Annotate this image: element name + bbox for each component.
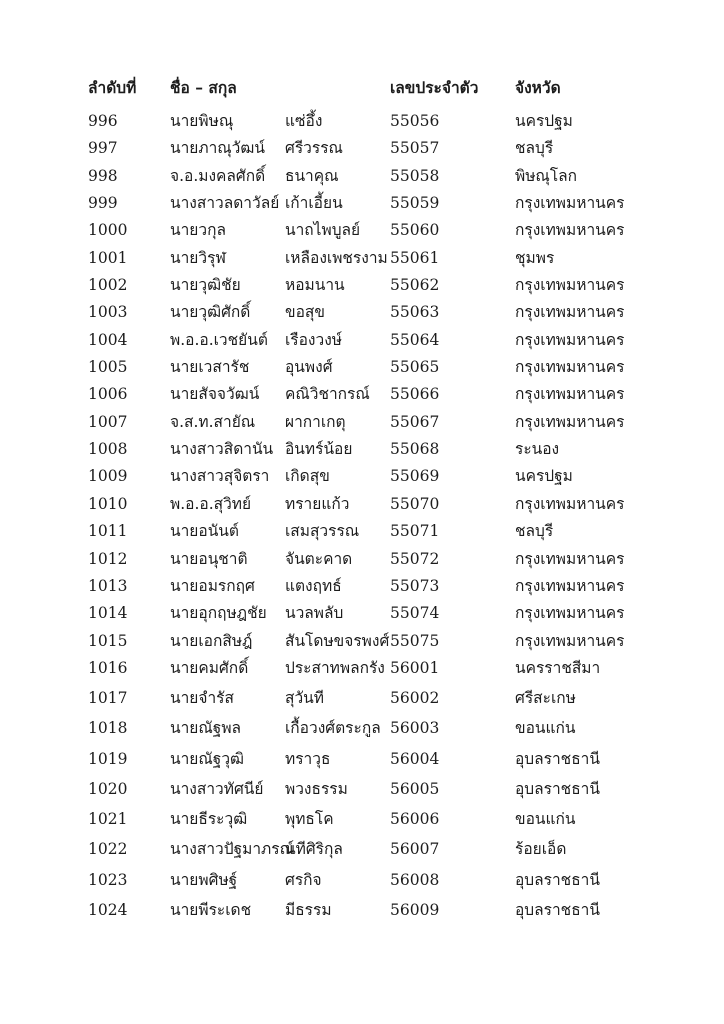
cell-first-name: นางสาวสุจิตรา <box>170 467 270 486</box>
cell-province: กรุงเทพมหานคร <box>515 385 625 404</box>
table-row <box>88 749 704 779</box>
cell-last-name: ศรีวรรณ <box>285 139 343 158</box>
cell-order: 1017 <box>88 689 128 708</box>
cell-order: 1010 <box>88 494 128 513</box>
cell-last-name: แตงฤทธ์ <box>285 576 342 595</box>
cell-id: 55062 <box>390 276 440 295</box>
cell-id: 56002 <box>390 689 440 708</box>
table-row <box>88 494 704 521</box>
cell-last-name: นาถไพบูลย์ <box>285 221 361 240</box>
cell-province: กรุงเทพมหานคร <box>515 494 625 513</box>
cell-id: 56006 <box>390 810 440 829</box>
cell-province: พิษณุโลก <box>515 166 578 185</box>
cell-last-name: ศรกิจ <box>285 870 322 889</box>
cell-first-name: นายภาณุวัฒน์ <box>170 139 265 158</box>
cell-province: ชลบุรี <box>515 139 554 158</box>
cell-province: กรุงเทพมหานคร <box>515 576 625 595</box>
cell-last-name: ทราวุธ <box>285 749 331 768</box>
cell-last-name: สันโดษขจรพงศ์ <box>285 631 390 650</box>
cell-first-name: นายณัฐพล <box>170 719 242 738</box>
cell-id: 55057 <box>390 139 440 158</box>
cell-order: 999 <box>88 194 118 213</box>
table-row <box>88 111 704 138</box>
cell-province: ขอนแก่น <box>515 810 576 829</box>
cell-province: นครปฐม <box>515 112 573 130</box>
cell-first-name: นายเอกสิษฎ์ <box>170 631 253 650</box>
column-header-name: ชื่อ – สกุล <box>170 78 237 97</box>
cell-order: 997 <box>88 139 118 158</box>
cell-id: 55071 <box>390 522 440 541</box>
cell-last-name: อุนพงศ์ <box>285 358 333 377</box>
cell-order: 1002 <box>88 276 128 295</box>
cell-first-name: นางสาวลดาวัลย์ <box>170 194 280 213</box>
cell-id: 55064 <box>390 330 440 349</box>
table-row <box>88 138 704 165</box>
cell-order: 998 <box>88 166 118 185</box>
cell-province: กรุงเทพมหานคร <box>515 221 625 240</box>
cell-id: 55067 <box>390 412 440 431</box>
cell-last-name: นวลพลับ <box>285 604 344 623</box>
cell-first-name: พ.อ.อ.สุวิทย์ <box>170 494 252 513</box>
table-row <box>88 193 704 220</box>
cell-id: 55070 <box>390 494 440 513</box>
cell-first-name: นายวุฒิชัย <box>170 276 241 295</box>
table-row <box>88 330 704 357</box>
cell-order: 1018 <box>88 719 128 738</box>
cell-order: 1024 <box>88 900 128 919</box>
cell-order: 1016 <box>88 658 128 677</box>
cell-last-name: ผากาเกตุ <box>285 412 346 431</box>
table-row <box>88 688 704 718</box>
cell-province: ศรีสะเกษ <box>515 689 576 708</box>
cell-order: 1001 <box>88 248 128 267</box>
cell-province: กรุงเทพมหานคร <box>515 194 625 213</box>
cell-last-name: นทีศิริกุล <box>285 840 343 859</box>
table-row <box>88 718 704 748</box>
cell-id: 55074 <box>390 604 440 623</box>
cell-first-name: นายพีระเดช <box>170 900 252 919</box>
table-row <box>88 357 704 384</box>
cell-last-name: ประสาทพลกรัง <box>285 658 385 677</box>
cell-order: 996 <box>88 112 118 130</box>
cell-order: 1015 <box>88 631 128 650</box>
cell-id: 55069 <box>390 467 440 486</box>
table-row <box>88 631 704 658</box>
cell-first-name: นายเวสารัช <box>170 358 250 377</box>
cell-province: ชุมพร <box>515 248 555 267</box>
cell-order: 1008 <box>88 440 128 459</box>
cell-first-name: นายพิษณุ <box>170 112 234 130</box>
cell-id: 55065 <box>390 358 440 377</box>
table-row <box>88 521 704 548</box>
cell-province: กรุงเทพมหานคร <box>515 549 625 568</box>
cell-order: 1013 <box>88 576 128 595</box>
cell-order: 1009 <box>88 467 128 486</box>
cell-last-name: ขอสุข <box>285 303 325 322</box>
table-row <box>88 220 704 247</box>
table-row <box>88 466 704 493</box>
cell-last-name: แซ่อึ้ง <box>285 112 323 130</box>
cell-order: 1023 <box>88 870 128 889</box>
cell-last-name: เกื้อวงศ์ตระกูล <box>285 719 381 738</box>
cell-last-name: เกิดสุข <box>285 467 330 486</box>
cell-id: 55075 <box>390 631 440 650</box>
cell-last-name: เสมสุวรรณ <box>285 522 360 541</box>
column-header-province: จังหวัด <box>515 78 561 97</box>
cell-province: กรุงเทพมหานคร <box>515 276 625 295</box>
cell-province: กรุงเทพมหานคร <box>515 631 625 650</box>
cell-last-name: เหลืองเพชรงาม <box>285 248 388 267</box>
cell-order: 1005 <box>88 358 128 377</box>
cell-first-name: นายคมศักดิ์ <box>170 658 249 677</box>
cell-last-name: พวงธรรม <box>285 779 348 798</box>
cell-last-name: หอมนาน <box>285 276 345 295</box>
cell-province: ชลบุรี <box>515 522 554 541</box>
cell-id: 56005 <box>390 779 440 798</box>
cell-first-name: นายจำรัส <box>170 689 234 708</box>
cell-last-name: ทรายแก้ว <box>285 494 350 513</box>
cell-first-name: จ.อ.มงคลศักดิ์ <box>170 166 266 185</box>
table-row <box>88 384 704 411</box>
cell-province: อุบลราชธานี <box>515 779 600 798</box>
cell-order: 1004 <box>88 330 128 349</box>
cell-province: กรุงเทพมหานคร <box>515 330 625 349</box>
table-row <box>88 900 704 930</box>
table-row <box>88 603 704 630</box>
table-row <box>88 549 704 576</box>
cell-last-name: ธนาคุณ <box>285 166 339 185</box>
cell-last-name: เก้าเอี้ยน <box>285 194 343 213</box>
cell-id: 56003 <box>390 719 440 738</box>
cell-first-name: นายอุกฤษฎชัย <box>170 604 267 623</box>
table-row <box>88 275 704 302</box>
cell-id: 55072 <box>390 549 440 568</box>
cell-first-name: นายณัฐวุฒิ <box>170 749 245 768</box>
cell-first-name: นายพศิษฐ์ <box>170 870 238 889</box>
table-row <box>88 302 704 329</box>
cell-order: 1000 <box>88 221 128 240</box>
cell-last-name: จันตะคาด <box>285 549 353 568</box>
table-row <box>88 809 704 839</box>
cell-last-name: คณิวิชากรณ์ <box>285 385 370 404</box>
cell-province: กรุงเทพมหานคร <box>515 412 625 431</box>
cell-order: 1021 <box>88 810 128 829</box>
cell-province: อุบลราชธานี <box>515 870 600 889</box>
cell-first-name: นางสาวสิดานัน <box>170 440 274 459</box>
table-row <box>88 870 704 900</box>
cell-first-name: นายธีระวุฒิ <box>170 810 248 829</box>
cell-first-name: นายวุฒิศักดิ์ <box>170 303 251 322</box>
cell-first-name: พ.อ.อ.เวชยันต์ <box>170 330 268 349</box>
roster-table <box>88 78 704 930</box>
cell-province: กรุงเทพมหานคร <box>515 303 625 322</box>
table-header-row <box>88 78 704 111</box>
cell-province: นครราชสีมา <box>515 658 601 677</box>
cell-last-name: อินทร์น้อย <box>285 440 353 459</box>
cell-province: ระนอง <box>515 440 560 459</box>
cell-order: 1022 <box>88 840 128 859</box>
table-row <box>88 439 704 466</box>
cell-last-name: พุทธโค <box>285 810 334 829</box>
table-row <box>88 412 704 439</box>
cell-id: 56008 <box>390 870 440 889</box>
table-row <box>88 779 704 809</box>
cell-last-name: มีธรรม <box>285 900 332 919</box>
cell-id: 55061 <box>390 248 440 267</box>
cell-id: 55058 <box>390 166 440 185</box>
cell-order: 1003 <box>88 303 128 322</box>
table-rows <box>88 111 704 930</box>
cell-id: 56001 <box>390 658 440 677</box>
cell-province: ร้อยเอ็ด <box>515 840 567 859</box>
cell-first-name: นายสัจจวัฒน์ <box>170 385 260 404</box>
cell-order: 1007 <box>88 412 128 431</box>
cell-last-name: เรืองวงษ์ <box>285 330 342 349</box>
cell-last-name: สุวันที <box>285 689 324 708</box>
table-row <box>88 166 704 193</box>
cell-first-name: นายอนุชาติ <box>170 549 248 568</box>
cell-first-name: นายวกุล <box>170 221 226 240</box>
table-row <box>88 658 704 688</box>
cell-id: 55056 <box>390 112 440 130</box>
cell-first-name: นายอนันต์ <box>170 522 239 541</box>
cell-id: 55063 <box>390 303 440 322</box>
cell-first-name: จ.ส.ท.สายัณ <box>170 412 256 431</box>
cell-first-name: นางสาวทัศนีย์ <box>170 779 264 798</box>
cell-id: 56007 <box>390 840 440 859</box>
cell-province: นครปฐม <box>515 467 573 486</box>
cell-first-name: นายอมรกฤศ <box>170 576 255 595</box>
cell-province: กรุงเทพมหานคร <box>515 604 625 623</box>
column-header-id: เลขประจำตัว <box>390 78 479 97</box>
table-row <box>88 839 704 869</box>
cell-id: 56009 <box>390 900 440 919</box>
cell-province: อุบลราชธานี <box>515 900 600 919</box>
cell-first-name: นางสาวปัฐมาภรณ์ <box>170 840 294 859</box>
cell-order: 1012 <box>88 549 128 568</box>
cell-id: 55060 <box>390 221 440 240</box>
cell-order: 1011 <box>88 522 128 541</box>
cell-id: 55059 <box>390 194 440 213</box>
cell-order: 1006 <box>88 385 128 404</box>
column-header-order: ลำดับที่ <box>88 78 137 97</box>
cell-id: 55066 <box>390 385 440 404</box>
cell-province: ขอนแก่น <box>515 719 576 738</box>
cell-province: กรุงเทพมหานคร <box>515 358 625 377</box>
cell-order: 1014 <box>88 604 128 623</box>
cell-province: อุบลราชธานี <box>515 749 600 768</box>
table-row <box>88 576 704 603</box>
cell-id: 55073 <box>390 576 440 595</box>
cell-first-name: นายวิรุฬ <box>170 248 227 267</box>
cell-order: 1019 <box>88 749 128 768</box>
cell-order: 1020 <box>88 779 128 798</box>
cell-id: 55068 <box>390 440 440 459</box>
cell-id: 56004 <box>390 749 440 768</box>
table-row <box>88 248 704 275</box>
